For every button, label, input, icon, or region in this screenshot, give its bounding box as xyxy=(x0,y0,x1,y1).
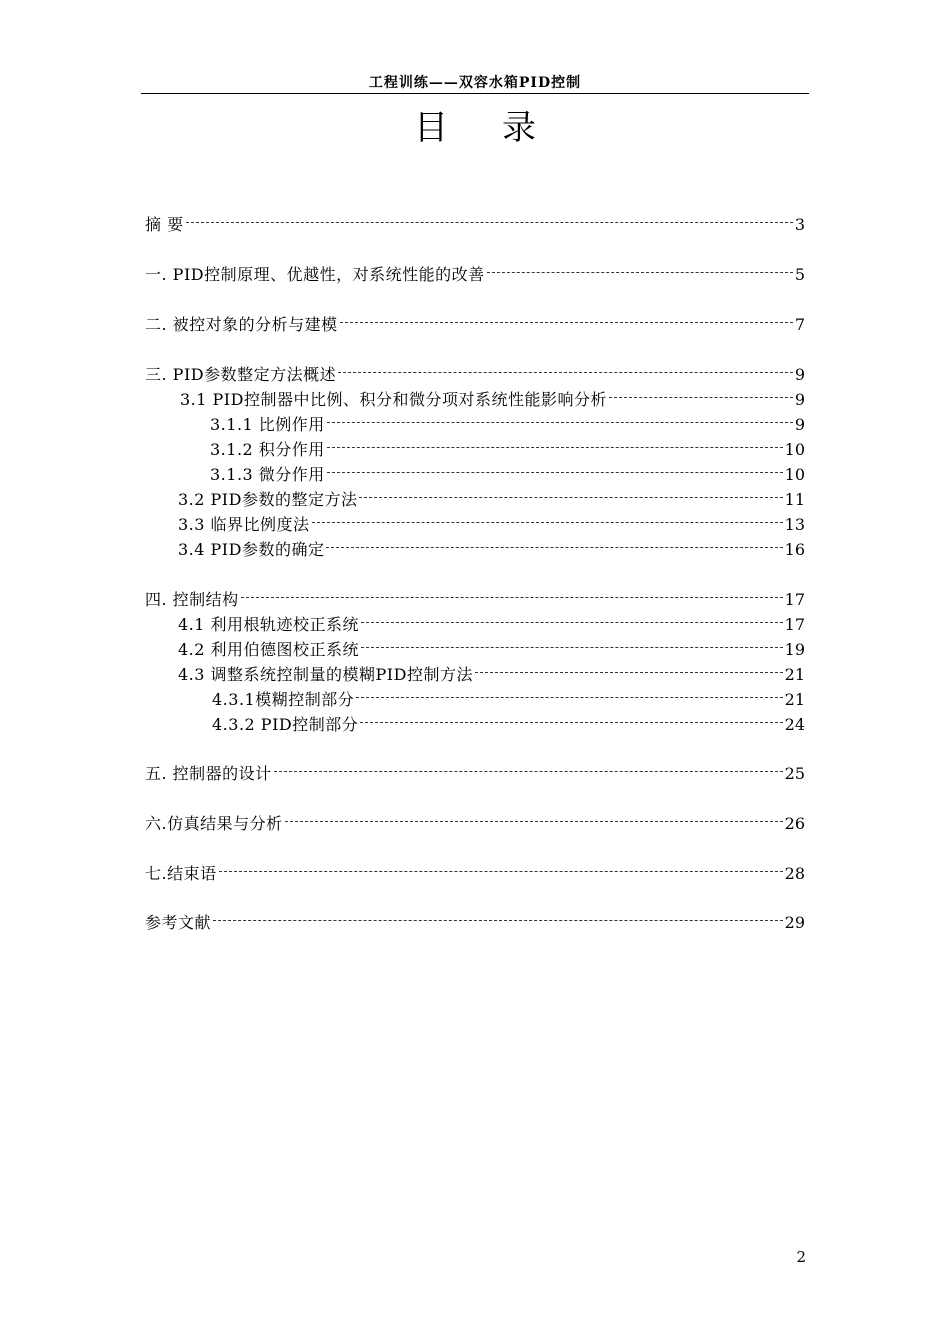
toc-entry-section-3-2[interactable] xyxy=(178,489,805,511)
toc-page-number: 5 xyxy=(794,265,805,284)
toc-page-number: 10 xyxy=(784,465,805,484)
toc-leader xyxy=(360,722,782,723)
toc-page-number: 17 xyxy=(784,615,805,634)
toc-entry-label: 3.1.3 微分作用 xyxy=(210,465,325,484)
toc-entry-section-4-2[interactable] xyxy=(178,639,805,661)
toc-leader xyxy=(285,821,783,822)
toc-leader xyxy=(326,547,782,548)
toc-leader xyxy=(475,672,783,673)
toc-entry-section-4-1[interactable] xyxy=(178,614,805,636)
toc-entry-label: 3.1.2 积分作用 xyxy=(210,440,325,459)
toc-leader xyxy=(213,920,783,921)
toc-page-number: 13 xyxy=(784,515,805,534)
toc-page-number: 21 xyxy=(784,690,805,709)
toc-leader xyxy=(338,372,793,373)
toc-entry-label: 三. PID参数整定方法概述 xyxy=(145,365,337,384)
toc-entry-label: 3.3 临界比例度法 xyxy=(178,515,310,534)
toc-entry-label: 4.1 利用根轨迹校正系统 xyxy=(178,615,360,634)
toc-page-number: 19 xyxy=(784,640,805,659)
toc-entry-section-3-1-2[interactable] xyxy=(210,439,805,461)
toc-entry-section-3-1-3[interactable] xyxy=(210,464,805,486)
toc-leader xyxy=(361,622,783,623)
toc-entry-label: 摘 要 xyxy=(145,215,184,234)
toc-page-number: 25 xyxy=(784,764,805,783)
toc-page-number: 3 xyxy=(794,215,805,234)
toc-page-number: 9 xyxy=(794,365,805,384)
toc-leader xyxy=(356,697,782,698)
toc-leader xyxy=(186,222,793,223)
toc-entry-chapter-1[interactable] xyxy=(145,264,805,286)
toc-entry-label: 3.2 PID参数的整定方法 xyxy=(178,490,358,509)
toc-entry-label: 4.3.2 PID控制部分 xyxy=(212,715,359,734)
toc-entry-references[interactable] xyxy=(145,912,805,934)
toc-page-number: 11 xyxy=(784,490,805,509)
toc-entry-section-4-3[interactable] xyxy=(178,664,805,686)
toc-entry-section-4-3-2[interactable] xyxy=(212,714,805,736)
header-rule xyxy=(141,93,809,94)
toc-leader xyxy=(219,871,783,872)
toc-entry-chapter-3[interactable] xyxy=(145,364,805,386)
toc-leader xyxy=(487,272,793,273)
toc-leader xyxy=(274,771,783,772)
toc-entry-label: 一. PID控制原理、优越性，对系统性能的改善 xyxy=(145,265,485,284)
toc-leader xyxy=(359,497,782,498)
toc-page-number: 7 xyxy=(794,315,805,334)
toc-entry-label: 参考文献 xyxy=(145,913,212,932)
toc-page-number: 16 xyxy=(784,540,805,559)
toc-leader xyxy=(327,472,783,473)
toc-page-number: 26 xyxy=(784,814,805,833)
page-number: 2 xyxy=(796,1248,806,1266)
toc-entry-section-3-3[interactable] xyxy=(178,514,805,536)
toc-page-number: 9 xyxy=(794,390,805,409)
toc-leader xyxy=(312,522,783,523)
toc-page-number: 24 xyxy=(784,715,805,734)
toc-entry-chapter-5[interactable] xyxy=(145,763,805,785)
toc-leader xyxy=(327,447,783,448)
toc-entry-chapter-4[interactable] xyxy=(145,589,805,611)
toc-entry-label: 五. 控制器的设计 xyxy=(145,764,272,783)
toc-title: 目录 xyxy=(414,108,590,148)
running-header: 工程训练——双容水箱PID控制 xyxy=(368,75,582,91)
toc-page-number: 10 xyxy=(784,440,805,459)
toc-entry-chapter-2[interactable] xyxy=(145,314,805,336)
toc-entry-label: 3.1 PID控制器中比例、积分和微分项对系统性能影响分析 xyxy=(180,390,607,409)
toc-entry-label: 六.仿真结果与分析 xyxy=(145,814,283,833)
toc-entry-section-3-1-1[interactable] xyxy=(210,414,805,436)
toc-entry-label: 4.3.1模糊控制部分 xyxy=(212,690,355,709)
toc-leader xyxy=(361,647,783,648)
toc-entry-label: 4.3 调整系统控制量的模糊PID控制方法 xyxy=(178,665,473,684)
toc-entry-section-3-4[interactable] xyxy=(178,539,805,561)
toc-entry-label: 3.4 PID参数的确定 xyxy=(178,540,325,559)
toc-leader xyxy=(327,422,793,423)
toc-entry-section-3-1[interactable] xyxy=(180,389,805,411)
toc-entry-section-4-3-1[interactable] xyxy=(212,689,805,711)
toc-entry-label: 4.2 利用伯德图校正系统 xyxy=(178,640,360,659)
toc-page-number: 21 xyxy=(784,665,805,684)
toc-page-number: 28 xyxy=(784,864,805,883)
toc-entry-label: 七.结束语 xyxy=(145,864,217,883)
toc-entry-chapter-6[interactable] xyxy=(145,813,805,835)
toc-leader xyxy=(609,397,793,398)
toc-leader xyxy=(241,597,783,598)
toc-entry-label: 四. 控制结构 xyxy=(145,590,239,609)
toc-leader xyxy=(340,322,793,323)
toc-page-number: 9 xyxy=(794,415,805,434)
toc-entry-label: 3.1.1 比例作用 xyxy=(210,415,325,434)
toc-page-number: 29 xyxy=(784,913,805,932)
toc-entry-abstract[interactable] xyxy=(145,214,805,236)
toc-entry-label: 二. 被控对象的分析与建模 xyxy=(145,315,338,334)
toc-entry-chapter-7[interactable] xyxy=(145,863,805,885)
toc-page-number: 17 xyxy=(784,590,805,609)
